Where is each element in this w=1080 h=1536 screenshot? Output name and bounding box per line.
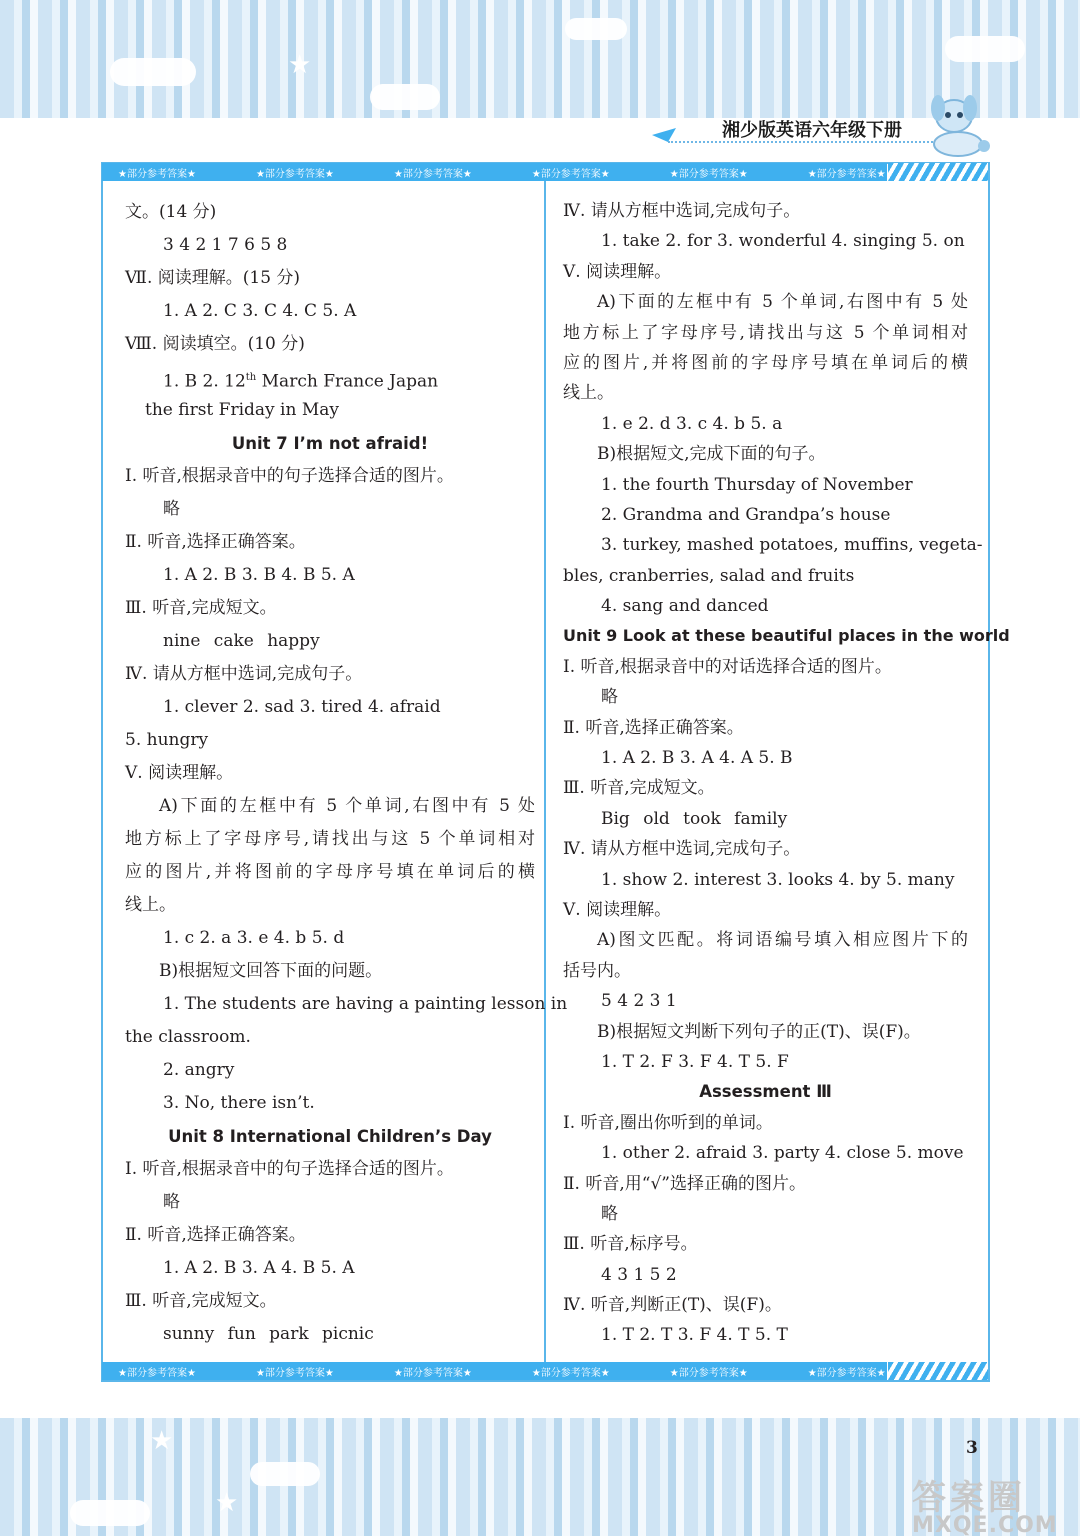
- paper-plane-icon: [652, 128, 676, 142]
- answer-line: 略: [163, 499, 180, 519]
- strip-label: ★部分参考答案★: [531, 168, 610, 180]
- strip-label: ★部分参考答案★: [669, 168, 748, 180]
- answer-line: Ⅲ. 听音,完成短文。: [563, 778, 715, 799]
- answer-line: 4. sang and danced: [601, 596, 769, 617]
- answer-line: Ⅱ. 听音,选择正确答案。: [563, 717, 744, 738]
- answer-line: 1. other 2. afraid 3. party 4. close 5. move: [601, 1143, 964, 1164]
- answer-line: 地方标上了字母序号,请找出与这 5 个单词相对: [563, 322, 968, 343]
- answer-line: Big old took family: [601, 808, 788, 829]
- answer-line: A)下面的左框中有 5 个单词,右图中有 5 处: [159, 796, 535, 816]
- answer-line: B)根据短文判断下列句子的正(T)、误(F)。: [597, 1021, 921, 1042]
- strip-label: ★部分参考答案★: [393, 168, 472, 180]
- mascot-dog-icon: [920, 88, 996, 160]
- answer-line: B)根据短文,完成下面的句子。: [597, 444, 826, 465]
- answer-line: 应的图片,并将图前的字母序号填在单词后的横: [125, 862, 535, 882]
- answer-line: 略: [601, 1203, 618, 1224]
- answer-line: Ⅴ. 阅读理解。: [563, 899, 672, 920]
- answer-line: 1. T 2. F 3. F 4. T 5. F: [601, 1051, 789, 1072]
- answer-line: Ⅴ. 阅读理解。: [125, 763, 234, 783]
- answer-line: 1. B 2. 12th March France Japan: [163, 371, 439, 392]
- answer-line: Ⅲ. 听音,完成短文。: [125, 1291, 277, 1311]
- answer-line: Ⅳ. 听音,判断正(T)、误(F)。: [563, 1295, 782, 1316]
- top-label-strip: [102, 163, 887, 181]
- answer-line: 1. clever 2. sad 3. tired 4. afraid: [163, 697, 441, 717]
- answer-line: Ⅴ. 阅读理解。: [563, 261, 672, 282]
- strip-label: ★部分参考答案★: [531, 1367, 610, 1379]
- answer-line: sunny fun park picnic: [163, 1324, 374, 1344]
- strip-label: ★部分参考答案★: [118, 168, 196, 180]
- cloud-decoration: [110, 58, 196, 86]
- answer-line: Ⅱ. 听音,选择正确答案。: [125, 532, 306, 552]
- strip-label: ★部分参考答案★: [669, 1367, 748, 1379]
- answer-line: 应的图片,并将图前的字母序号填在单词后的横: [563, 352, 968, 373]
- strip-label: ★部分参考答案★: [255, 168, 334, 180]
- strip-label: ★部分参考答案★: [118, 1367, 196, 1379]
- answer-line: 5 4 2 3 1: [601, 991, 677, 1012]
- watermark-text: 答案圈: [912, 1478, 1026, 1518]
- answer-line: 1. e 2. d 3. c 4. b 5. a: [601, 413, 783, 434]
- page-number: 3: [966, 1438, 978, 1458]
- cloud-decoration: [250, 1462, 320, 1486]
- answer-line: Ⅳ. 请从方框中选词,完成句子。: [125, 664, 363, 684]
- unit-heading: Unit 8 International Children’s Day: [168, 1127, 492, 1146]
- answer-column-left: [125, 196, 568, 1351]
- answer-line: 线上。: [125, 895, 176, 915]
- answer-line: 1. A 2. B 3. A 4. B 5. A: [163, 1258, 355, 1278]
- cloud-decoration: [945, 36, 1025, 62]
- answer-line: 地方标上了字母序号,请找出与这 5 个单词相对: [125, 829, 535, 849]
- answer-line: Ⅰ. 听音,根据录音中的对话选择合适的图片。: [563, 656, 892, 677]
- star-icon: ★: [150, 1426, 174, 1456]
- strip-hatch: [888, 163, 988, 181]
- unit-heading: Unit 9 Look at these beautiful places in the world: [563, 626, 1010, 646]
- answer-line: Ⅱ. 听音,选择正确答案。: [125, 1225, 306, 1245]
- strip-label: ★部分参考答案★: [807, 1367, 886, 1379]
- answer-line: 1. A 2. B 3. A 4. A 5. B: [601, 748, 793, 769]
- answer-line: 4 3 1 5 2: [601, 1264, 677, 1285]
- star-icon: ★: [215, 1488, 239, 1518]
- answer-line: Ⅰ. 听音,根据录音中的句子选择合适的图片。: [125, 466, 454, 486]
- bottom-label-strip: [102, 1362, 887, 1380]
- answer-line: 1. The students are having a painting lesson in: [163, 994, 568, 1014]
- column-divider: [544, 162, 546, 1382]
- answer-line: A)下面的左框中有 5 个单词,右图中有 5 处: [597, 292, 968, 313]
- unit-heading: Assessment Ⅲ: [699, 1082, 832, 1102]
- strip-label: ★部分参考答案★: [393, 1367, 472, 1379]
- book-title: 湘少版英语六年级下册: [722, 120, 902, 141]
- answer-line: A)图文匹配。将词语编号填入相应图片下的: [597, 930, 968, 951]
- answer-column-right: [563, 196, 1010, 1351]
- answer-line: Ⅳ. 请从方框中选词,完成句子。: [563, 839, 801, 860]
- answer-line: 1. take 2. for 3. wonderful 4. singing 5. on: [601, 231, 965, 252]
- watermark-url: MXQE.COM: [912, 1513, 1058, 1536]
- answer-line: 括号内。: [563, 960, 631, 981]
- strip-hatch: [888, 1362, 988, 1380]
- answer-line: 3. No, there isn’t.: [163, 1093, 315, 1113]
- answer-line: 线上。: [563, 383, 614, 404]
- answer-line: Ⅷ. 阅读填空。(10 分): [125, 334, 305, 354]
- answer-line: Ⅰ. 听音,圈出你听到的单词。: [563, 1112, 773, 1133]
- answer-line: 文。(14 分): [125, 202, 217, 222]
- strip-label: ★部分参考答案★: [255, 1367, 334, 1379]
- answer-line: 1. show 2. interest 3. looks 4. by 5. many: [601, 869, 955, 890]
- star-icon: ★: [288, 50, 312, 80]
- answer-line: B)根据短文回答下面的问题。: [159, 961, 383, 981]
- answer-line: 2. Grandma and Grandpa’s house: [601, 504, 891, 525]
- cloud-decoration: [565, 18, 627, 40]
- answer-line: 1. A 2. C 3. C 4. C 5. A: [163, 301, 357, 321]
- answer-line: 1. A 2. B 3. B 4. B 5. A: [163, 565, 355, 585]
- answer-line: Ⅲ. 听音,完成短文。: [125, 598, 277, 618]
- answer-line: the first Friday in May: [145, 400, 339, 420]
- answer-line: 1. T 2. T 3. F 4. T 5. T: [601, 1325, 788, 1346]
- answer-line: 略: [601, 687, 618, 708]
- answer-line: bles, cranberries, salad and fruits: [563, 565, 855, 586]
- answer-line: 略: [163, 1192, 180, 1212]
- answer-line: Ⅲ. 听音,标序号。: [563, 1234, 698, 1255]
- answer-line: nine cake happy: [163, 631, 320, 651]
- answer-line: 1. the fourth Thursday of November: [601, 474, 913, 495]
- watermark-logo: [912, 1470, 1058, 1536]
- strip-label: ★部分参考答案★: [807, 168, 886, 180]
- answer-line: 1. c 2. a 3. e 4. b 5. d: [163, 928, 345, 948]
- cloud-decoration: [70, 1500, 150, 1526]
- answer-line: 3. turkey, mashed potatoes, muffins, vegeta-: [601, 535, 983, 556]
- unit-heading: Unit 7 I’m not afraid!: [231, 434, 429, 453]
- answer-line: the classroom.: [125, 1027, 251, 1047]
- answer-line: 5. hungry: [125, 730, 209, 750]
- answer-line: Ⅶ. 阅读理解。(15 分): [125, 268, 301, 288]
- answer-line: 3 4 2 1 7 6 5 8: [163, 235, 288, 255]
- answer-line: Ⅱ. 听音,用“√”选择正确的图片。: [563, 1173, 806, 1194]
- cloud-decoration: [370, 84, 440, 110]
- answer-line: Ⅳ. 请从方框中选词,完成句子。: [563, 201, 801, 221]
- answer-line: Ⅰ. 听音,根据录音中的句子选择合适的图片。: [125, 1159, 454, 1179]
- answer-line: 2. angry: [163, 1060, 235, 1080]
